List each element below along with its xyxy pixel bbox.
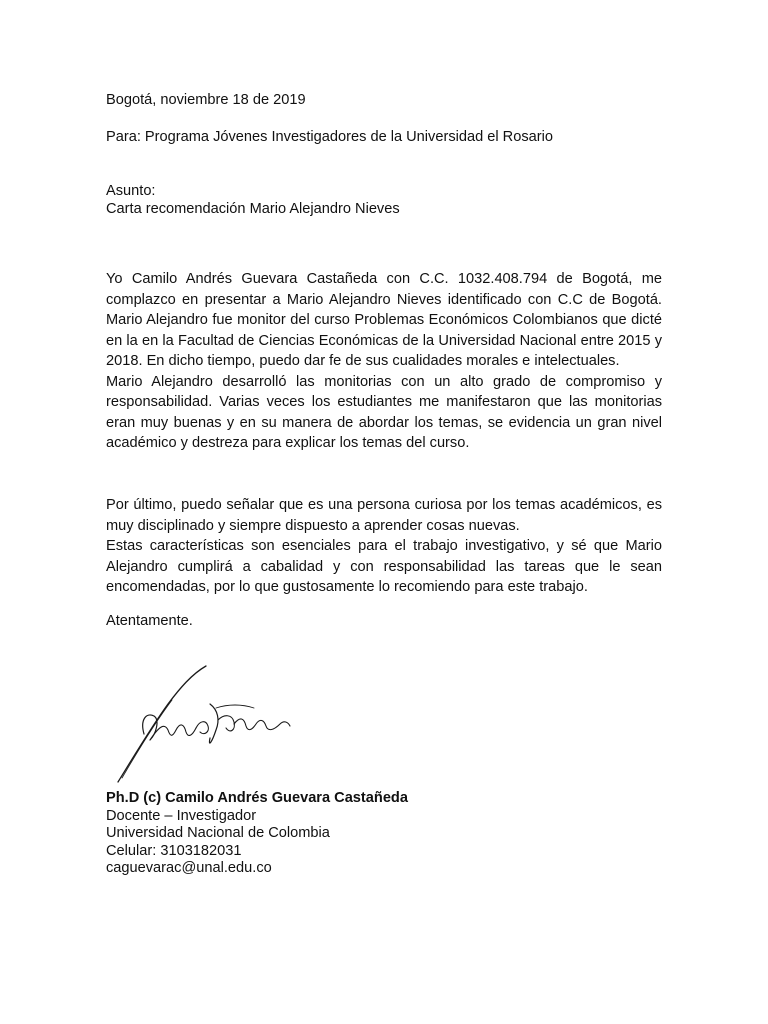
letter-closing: Atentamente.: [106, 613, 193, 629]
letter-body-second: [106, 495, 662, 598]
letter-date: Bogotá, noviembre 18 de 2019: [106, 92, 306, 108]
signature-block: [106, 790, 408, 878]
signer-name: Ph.D (c) Camilo Andrés Guevara Castañeda: [106, 790, 408, 806]
signer-email: caguevarac@unal.edu.co: [106, 860, 272, 876]
body-paragraph: Por último, puedo señalar que es una persona curiosa por los temas académicos, es muy disciplinado y siempre dispuesto a aprender cosas nuevas.: [106, 497, 662, 534]
body-paragraph: Yo Camilo Andrés Guevara Castañeda con C.C. 1032.408.794 de Bogotá, me complazco en presentar a Mario Alejandro Nieves identificado con C.C de Bogotá. Mario Alejandro fue monitor del curso Problemas Económicos Colombianos que dicté en la en la Facultad de Ciencias Económicas de la Universidad Nacional entre 2015 y 2018. En dicho tiempo, puedo dar fe de sus cualidades morales e intelectuales.: [106, 271, 662, 369]
subject-text: Carta recomendación Mario Alejandro Nieves: [106, 201, 400, 217]
signer-title: Docente – Investigador: [106, 807, 257, 824]
handwritten-signature-icon: [106, 664, 306, 788]
letter-body-first: [106, 269, 662, 454]
signer-institution: Universidad Nacional de Colombia: [106, 825, 330, 841]
body-paragraph: Mario Alejandro desarrolló las monitorias con un alto grado de compromiso y responsabilidad. Varias veces los estudiantes me manifestaron que las monitorias eran muy buenas y en su manera de abordar los temas, se evidencia un gran nivel académico y destreza para explicar los temas del curso.: [106, 373, 662, 451]
subject-label: Asunto:: [106, 183, 156, 199]
letter-recipient: Para: Programa Jóvenes Investigadores de la Universidad el Rosario: [106, 129, 553, 145]
body-paragraph: Estas características son esenciales para el trabajo investigativo, y sé que Mario Alejandro cumplirá a cabalidad y con responsabilidad las tareas que le sean encomendadas, por lo que gustosamente lo recomiendo para este trabajo.: [106, 538, 662, 595]
signer-phone: Celular: 3103182031: [106, 842, 242, 859]
